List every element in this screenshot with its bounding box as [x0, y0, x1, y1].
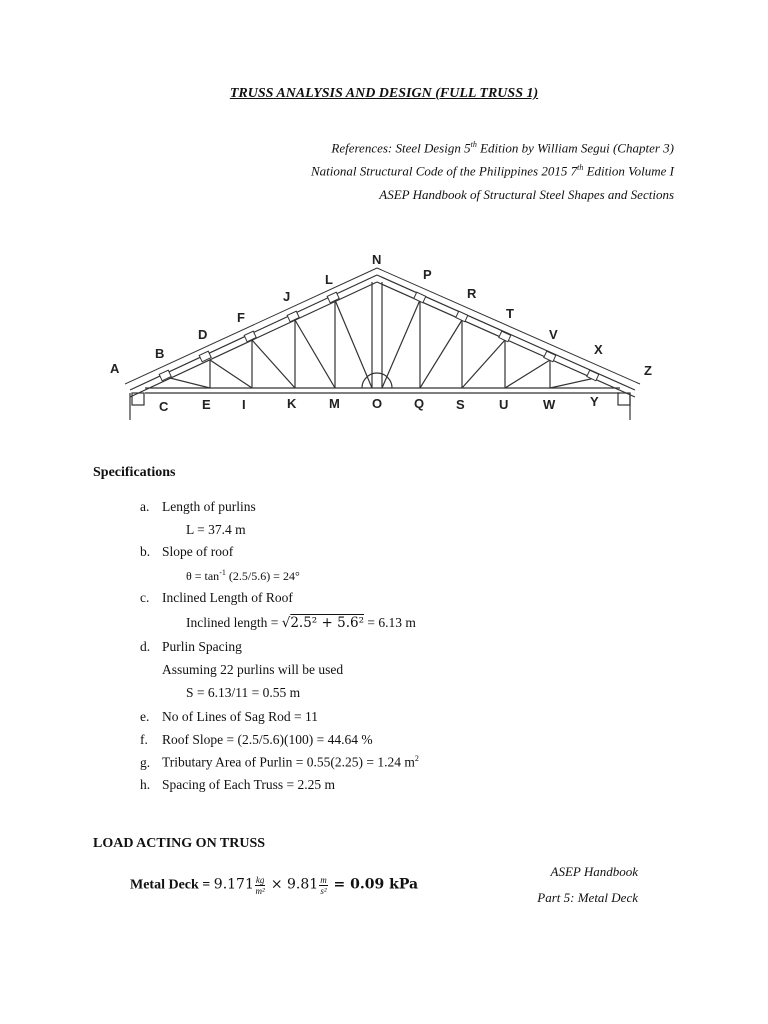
page-title: TRUSS ANALYSIS AND DESIGN (FULL TRUSS 1) [229, 86, 539, 101]
specifications-heading: Specifications [93, 465, 176, 480]
spec-b-value: $\theta = \tan^{-1} (2.5/5.6) = 24^\circ$ [186, 568, 300, 583]
truss-label-b: B [155, 346, 165, 361]
spec-f: f. Roof Slope = (2.5/5.6)(100) = 44.64 % [140, 732, 373, 747]
truss-label-y: Y [590, 394, 599, 409]
truss-diagram [100, 250, 660, 425]
truss-label-l: L [325, 272, 333, 287]
spec-d: d. Purlin Spacing [140, 639, 242, 654]
truss-label-s: S [456, 397, 465, 412]
spec-c: c. Inclined Length of Roof [140, 590, 293, 605]
spec-a-value: L = 37.4 m [186, 522, 246, 537]
truss-label-i: I [242, 397, 246, 412]
truss-label-c: C [159, 399, 169, 414]
truss-label-d: D [198, 327, 208, 342]
truss-label-r: R [467, 286, 477, 301]
reference-line-3: ASEP Handbook of Structural Steel Shapes and Sections [379, 187, 674, 202]
spec-g: g. Tributary Area of Purlin = 0.55(2.25) = 1.24 $m^2$ [140, 754, 419, 770]
truss-label-q: Q [414, 396, 425, 411]
truss-label-v: V [549, 327, 558, 342]
truss-label-w: W [543, 397, 556, 412]
truss-label-a: A [110, 361, 120, 376]
reference-line-1: References: Steel Design 5th Edition by William Segui (Chapter 3) [331, 140, 674, 156]
truss-label-u: U [499, 397, 509, 412]
truss-label-x: X [594, 342, 603, 357]
spec-c-value: Inclined length = √2.5² + 5.6² = 6.13 m [186, 615, 416, 631]
spec-d-assumption: Assuming 22 purlins will be used [162, 662, 344, 677]
truss-label-z: Z [644, 363, 652, 378]
truss-label-j: J [283, 289, 291, 304]
truss-label-e: E [202, 397, 211, 412]
truss-label-f: F [237, 310, 245, 325]
truss-label-m: M [329, 396, 340, 411]
metal-deck-equation: Metal Deck = 9.171 $\frac{kg}{\text{m²}}$ × 9.81 $\frac{m}{\text{s²}}$ = 0.09 kPa [130, 875, 419, 896]
truss-label-t: T [506, 306, 514, 321]
asep-note-2: Part 5: Metal Deck [537, 890, 638, 905]
load-heading: LOAD ACTING ON TRUSS [93, 836, 266, 851]
truss-label-n: N [372, 252, 382, 267]
asep-note-1: ASEP Handbook [550, 864, 638, 879]
spec-b: b. Slope of roof [140, 544, 234, 559]
truss-label-k: K [287, 396, 297, 411]
spec-h: h. Spacing of Each Truss = 2.25 m [140, 777, 335, 792]
spec-e: e. No of Lines of Sag Rod = 11 [140, 709, 318, 724]
truss-label-p: P [423, 267, 432, 282]
spec-a: a. Length of purlins [140, 499, 256, 514]
spec-d-value: S = 6.13/11 = 0.55 m [186, 685, 301, 700]
truss-label-o: O [372, 396, 383, 411]
reference-line-2: National Structural Code of the Philippines 2015 7th Edition Volume I [310, 163, 674, 179]
